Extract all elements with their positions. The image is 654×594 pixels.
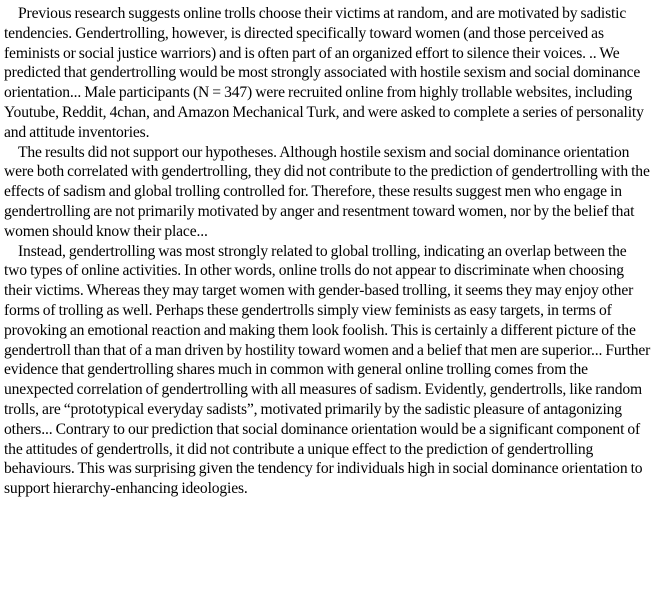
paragraph-instead: Instead, gendertrolling was most strongly related to global trolling, indicating an overlap between the two types of online activities. In other words, online trolls do not appear to discriminate when choosing their victims. Whereas they may target women with gender-based trolling, it seems they may enjoy other forms of trolling as well. Perhaps these gendertrolls simply view feminists as easy targets, in terms of provoking an emotional reaction and making them look foolish. This is certainly a different picture of the gendertroll than that of a man driven by hostility toward women and a belief that men are superior... Further evidence that gendertrolling shares much in common with general online trolling comes from the unexpected correlation of gendertrolling with all measures of sadism. Evidently, gendertrolls, like random trolls, are “prototypical everyday sadists”, motivated primarily by the sadistic pleasure of antagonizing others... Contrary to our prediction that social dominance orientation would be a significant component of the attitudes of gendertrolls, it did not contribute a unique effect to the prediction of gendertrolling behaviours. This was surprising given the tendency for individuals high in social dominance orientation to support hierarchy-enhancing ideologies. xyxy=(4,242,651,498)
paragraph-previous-research: Previous research suggests online trolls choose their victims at random, and are motivated by sadistic tendencies. Gendertrolling, however, is directed specifically toward women (and those perceived as feminists or social justice warriors) and is often part of an organized effort to silence their voices. .. We predicted that gendertrolling would be most strongly associated with hostile sexism and social dominance orientation... Male participants (N = 347) were recruited online from highly trollable websites, including Youtube, Reddit, 4chan, and Amazon Mechanical Turk, and were asked to complete a series of personality and attitude inventories. xyxy=(4,5,644,141)
paragraph-results: The results did not support our hypotheses. Although hostile sexism and social dominance orientation were both correlated with gendertrolling, they did not contribute to the prediction of gendertrolling with the effects of sadism and global trolling controlled for. Therefore, these results suggest men who engage in gendertrolling are not primarily motivated by anger and resentment toward women, nor by the belief that women should know their place... xyxy=(4,143,650,240)
